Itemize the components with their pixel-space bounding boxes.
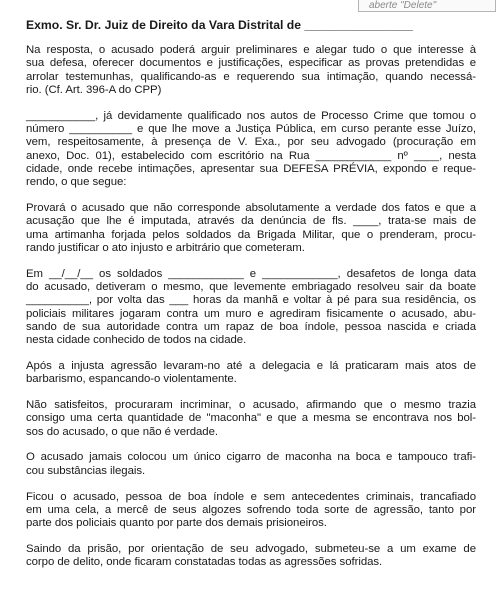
paragraph (26, 543, 476, 570)
paragraph-line: __________, por volta das ___ horas da manhã e voltar à pé para sua residência, os (26, 294, 476, 307)
paragraph-line: sos do acusado, o que não é verdade. (26, 425, 218, 438)
paragraph (26, 360, 476, 387)
paragraph-line: acusação que lhe é imputada, através da denúncia de fls. ____, trata-se mais de (26, 215, 476, 228)
paragraph-line: rando justificar o ato injusto e arbitrário que cometeram. (26, 241, 305, 254)
paragraph-line: consigo uma certa quantidade de "maconha" e que a mesma se encontrava nos bol- (26, 412, 476, 425)
paragraph-line: anexo, Doc. 01), estabelecido com escritório na Rua ____________ nº ____, nesta (26, 149, 476, 162)
paragraph-line: parte dos policiais quanto por parte dos demais prisioneiros. (26, 517, 327, 530)
paragraph (26, 491, 476, 531)
paragraph-line: corpo de delito, onde ficaram constatadas todas as agressões sofridas. (26, 556, 383, 569)
paragraph-line: número __________ e que lhe move a Justiça Pública, em curso perante esse Juízo, (26, 122, 476, 135)
paragraph (26, 44, 476, 97)
paragraph (26, 268, 476, 348)
paragraph-line: Ficou o acusado, pessoa de boa índole e sem antecedentes criminais, trancafiado (26, 490, 476, 503)
paragraph-line: do acusado, detiveram o mesmo, que levemente embriagado resolveu sair da boate (26, 280, 476, 293)
paragraph-line: ___________, já devidamente qualificado nos autos de Processo Crime que tomou o (26, 109, 476, 122)
paragraph (26, 451, 476, 478)
paragraph-line: cou substâncias ilegais. (26, 464, 146, 477)
paragraph-line: policiais militares jogaram contra um muro e agrediram fisicamente o acusado, abu- (26, 307, 476, 320)
paragraph-line: em uma cela, a mercê de seus algozes sofrendo toda sorte de agressão, tanto por (26, 503, 476, 516)
document-title: Exmo. Sr. Dr. Juiz de Direito da Vara Distrital de ________________ (26, 18, 413, 32)
paragraph-line: Não satisfeitos, procuraram incriminar, o acusado, afirmando que o mesmo trazia (26, 399, 476, 412)
paragraph-line: Em __/__/__ os soldados ____________ e ____________, desafetos de longa data (26, 267, 476, 280)
paragraph-line: nesta cidade conhecido de todos na cidade. (26, 334, 247, 347)
paragraph-line: Provará o acusado que não corresponde absolutamente a verdade dos fatos e que a (26, 201, 476, 214)
paragraph (26, 202, 476, 255)
paragraph (26, 399, 476, 439)
paragraph-line: cidade, onde recebe intimações, apresentar sua DEFESA PRÉVIA, expondo e reque- (26, 162, 476, 175)
paragraph-line: O acusado jamais colocou um único cigarro de maconha na boca e tampouco trafi- (26, 451, 476, 464)
top-field: aberte "Delete" (358, 0, 496, 12)
paragraph-line: sua defesa, oferecer documentos e justificações, especificar as provas pretendidas e (26, 57, 476, 70)
document-page (26, 18, 476, 582)
paragraph-line: uma artimanha forjada pelos soldados da Brigada Militar, que o prenderam, procu- (26, 228, 476, 241)
paragraph-line: rendo, o que segue: (26, 176, 127, 189)
paragraph (26, 110, 476, 190)
paragraph-line: Saindo da prisão, por orientação de seu advogado, submeteu-se a um exame de (26, 542, 476, 555)
paragraph-line: arrolar testemunhas, qualificando-as e requerendo sua intimação, quando necessá- (26, 70, 476, 83)
paragraph-line: sando de sua autoridade contra um rapaz de boa índole, pessoa nascida e criada (26, 320, 476, 333)
paragraph-line: Na resposta, o acusado poderá arguir preliminares e alegar tudo o que interesse à (26, 44, 476, 56)
document-body (26, 44, 476, 570)
paragraph-line: vem, respeitosamente, à presença de V. Exa., por seu advogado (procuração em (26, 136, 476, 149)
paragraph-line: barbarismo, espancando-o violentamente. (26, 373, 237, 386)
paragraph-line: rio. (Cf. Art. 396-A do CPP) (26, 83, 162, 96)
paragraph-line: Após a injusta agressão levaram-no até a delegacia e lá praticaram mais atos de (26, 359, 476, 372)
